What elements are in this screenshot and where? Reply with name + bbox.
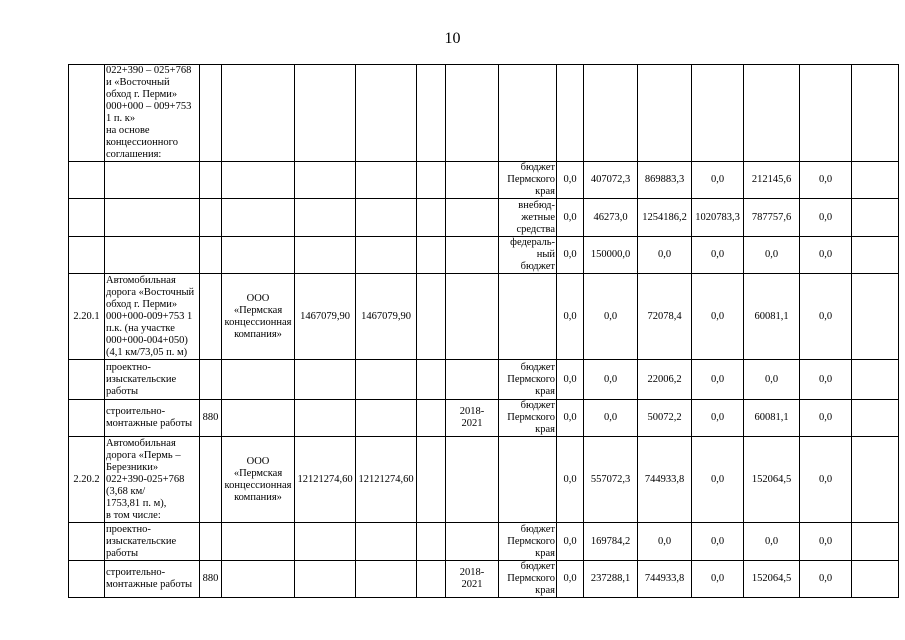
value-5-cell: 60081,1 (744, 274, 800, 360)
period-cell (446, 523, 499, 561)
value-3-cell: 1254186,2 (638, 199, 692, 237)
cost-remaining-cell: 1467079,90 (356, 274, 417, 360)
value-1-cell: 0,0 (557, 162, 584, 199)
number-cell (69, 400, 105, 437)
value-5-cell: 0,0 (744, 237, 800, 274)
blank-cell (417, 237, 446, 274)
code-cell (200, 437, 222, 523)
name-cell: 022+390 – 025+768 и «Восточный обход г. Перми» 000+000 – 009+753 1 п. к» на основе концессионного соглашения: (105, 65, 200, 162)
organization-cell (222, 65, 295, 162)
value-1-cell: 0,0 (557, 523, 584, 561)
period-cell (446, 237, 499, 274)
empty-cell (852, 199, 899, 237)
value-6-cell: 0,0 (800, 360, 852, 400)
table-row (69, 274, 899, 360)
blank-cell (417, 199, 446, 237)
name-cell: строительно- монтажные работы (105, 561, 200, 598)
number-cell: 2.20.2 (69, 437, 105, 523)
code-cell (200, 523, 222, 561)
value-1-cell: 0,0 (557, 561, 584, 598)
cost-total-cell (295, 360, 356, 400)
empty-cell (852, 360, 899, 400)
empty-cell (852, 274, 899, 360)
value-5-cell: 152064,5 (744, 561, 800, 598)
value-3-cell: 72078,4 (638, 274, 692, 360)
table-row (69, 523, 899, 561)
value-1-cell (557, 65, 584, 162)
code-cell (200, 162, 222, 199)
value-6-cell: 0,0 (800, 437, 852, 523)
empty-cell (852, 237, 899, 274)
blank-cell (417, 162, 446, 199)
period-cell (446, 437, 499, 523)
number-cell (69, 561, 105, 598)
blank-cell (417, 400, 446, 437)
value-4-cell: 0,0 (692, 274, 744, 360)
value-6-cell: 0,0 (800, 400, 852, 437)
data-table (68, 64, 899, 598)
value-2-cell: 0,0 (584, 360, 638, 400)
value-3-cell: 869883,3 (638, 162, 692, 199)
value-2-cell (584, 65, 638, 162)
name-cell: Автомобильная дорога «Восточный обход г. Перми» 000+000-009+753 1 п.к. (на участке 000+000-004+050) (4,1 км/73,05 п. м) (105, 274, 200, 360)
value-5-cell (744, 65, 800, 162)
value-3-cell: 50072,2 (638, 400, 692, 437)
name-cell (105, 237, 200, 274)
empty-cell (852, 437, 899, 523)
cost-remaining-cell (356, 237, 417, 274)
value-5-cell: 0,0 (744, 523, 800, 561)
value-4-cell: 0,0 (692, 360, 744, 400)
value-4-cell: 0,0 (692, 237, 744, 274)
value-1-cell: 0,0 (557, 400, 584, 437)
cost-total-cell (295, 561, 356, 598)
cost-total-cell: 1467079,90 (295, 274, 356, 360)
value-2-cell: 169784,2 (584, 523, 638, 561)
value-5-cell: 787757,6 (744, 199, 800, 237)
cost-total-cell (295, 237, 356, 274)
table-row (69, 65, 899, 162)
value-1-cell: 0,0 (557, 237, 584, 274)
value-6-cell: 0,0 (800, 162, 852, 199)
organization-cell (222, 162, 295, 199)
value-1-cell: 0,0 (557, 437, 584, 523)
organization-cell (222, 237, 295, 274)
blank-cell (417, 360, 446, 400)
name-cell (105, 162, 200, 199)
table-row (69, 561, 899, 598)
value-3-cell: 744933,8 (638, 437, 692, 523)
page-number: 10 (444, 30, 461, 47)
cost-remaining-cell (356, 400, 417, 437)
blank-cell (417, 65, 446, 162)
code-cell (200, 65, 222, 162)
empty-cell (852, 65, 899, 162)
organization-cell: ООО «Пермская концессионная компания» (222, 437, 295, 523)
value-3-cell: 0,0 (638, 523, 692, 561)
funding-source-cell (499, 437, 557, 523)
funding-source-cell: бюджет Пермского края (499, 162, 557, 199)
value-4-cell (692, 65, 744, 162)
empty-cell (852, 561, 899, 598)
funding-source-cell: бюджет Пермского края (499, 400, 557, 437)
value-3-cell (638, 65, 692, 162)
value-4-cell: 0,0 (692, 400, 744, 437)
cost-remaining-cell (356, 523, 417, 561)
value-6-cell (800, 65, 852, 162)
organization-cell (222, 523, 295, 561)
value-3-cell: 744933,8 (638, 561, 692, 598)
cost-remaining-cell (356, 65, 417, 162)
value-6-cell: 0,0 (800, 523, 852, 561)
empty-cell (852, 162, 899, 199)
cost-remaining-cell: 12121274,60 (356, 437, 417, 523)
cost-total-cell (295, 400, 356, 437)
blank-cell (417, 274, 446, 360)
value-4-cell: 0,0 (692, 523, 744, 561)
value-6-cell: 0,0 (800, 199, 852, 237)
code-cell (200, 237, 222, 274)
value-2-cell: 557072,3 (584, 437, 638, 523)
value-3-cell: 22006,2 (638, 360, 692, 400)
organization-cell (222, 561, 295, 598)
cost-remaining-cell (356, 360, 417, 400)
period-cell (446, 199, 499, 237)
value-6-cell: 0,0 (800, 274, 852, 360)
period-cell (446, 274, 499, 360)
blank-cell (417, 437, 446, 523)
value-2-cell: 237288,1 (584, 561, 638, 598)
code-cell (200, 360, 222, 400)
value-4-cell: 0,0 (692, 162, 744, 199)
value-3-cell: 0,0 (638, 237, 692, 274)
value-4-cell: 0,0 (692, 561, 744, 598)
blank-cell (417, 523, 446, 561)
value-5-cell: 152064,5 (744, 437, 800, 523)
table-row (69, 437, 899, 523)
cost-remaining-cell (356, 561, 417, 598)
value-1-cell: 0,0 (557, 199, 584, 237)
funding-source-cell: бюджет Пермского края (499, 360, 557, 400)
table-row (69, 400, 899, 437)
code-cell (200, 274, 222, 360)
value-5-cell: 212145,6 (744, 162, 800, 199)
funding-source-cell: бюджет Пермского края (499, 523, 557, 561)
code-cell (200, 199, 222, 237)
organization-cell (222, 199, 295, 237)
table-row (69, 162, 899, 199)
value-6-cell: 0,0 (800, 561, 852, 598)
number-cell (69, 360, 105, 400)
name-cell: проектно- изыскательские работы (105, 523, 200, 561)
value-5-cell: 0,0 (744, 360, 800, 400)
period-cell (446, 162, 499, 199)
funding-source-cell (499, 274, 557, 360)
period-cell: 2018- 2021 (446, 561, 499, 598)
number-cell (69, 162, 105, 199)
blank-cell (417, 561, 446, 598)
empty-cell (852, 523, 899, 561)
cost-total-cell: 12121274,60 (295, 437, 356, 523)
cost-total-cell (295, 199, 356, 237)
value-1-cell: 0,0 (557, 360, 584, 400)
cost-total-cell (295, 523, 356, 561)
value-2-cell: 0,0 (584, 400, 638, 437)
value-2-cell: 150000,0 (584, 237, 638, 274)
value-1-cell: 0,0 (557, 274, 584, 360)
funding-source-cell (499, 65, 557, 162)
value-2-cell: 407072,3 (584, 162, 638, 199)
table-row (69, 199, 899, 237)
name-cell: строительно- монтажные работы (105, 400, 200, 437)
value-5-cell: 60081,1 (744, 400, 800, 437)
value-2-cell: 0,0 (584, 274, 638, 360)
funding-source-cell: внебюд- жетные средства (499, 199, 557, 237)
value-2-cell: 46273,0 (584, 199, 638, 237)
value-6-cell: 0,0 (800, 237, 852, 274)
cost-remaining-cell (356, 199, 417, 237)
funding-source-cell: бюджет Пермского края (499, 561, 557, 598)
name-cell: проектно- изыскательские работы (105, 360, 200, 400)
code-cell: 880 (200, 561, 222, 598)
table-row (69, 237, 899, 274)
name-cell (105, 199, 200, 237)
number-cell (69, 65, 105, 162)
organization-cell (222, 360, 295, 400)
organization-cell: ООО «Пермская концессионная компания» (222, 274, 295, 360)
period-cell (446, 65, 499, 162)
cost-total-cell (295, 162, 356, 199)
number-cell: 2.20.1 (69, 274, 105, 360)
cost-total-cell (295, 65, 356, 162)
number-cell (69, 237, 105, 274)
cost-remaining-cell (356, 162, 417, 199)
number-cell (69, 523, 105, 561)
value-4-cell: 1020783,3 (692, 199, 744, 237)
period-cell (446, 360, 499, 400)
period-cell: 2018- 2021 (446, 400, 499, 437)
table-row (69, 360, 899, 400)
funding-source-cell: федераль- ный бюджет (499, 237, 557, 274)
value-4-cell: 0,0 (692, 437, 744, 523)
organization-cell (222, 400, 295, 437)
code-cell: 880 (200, 400, 222, 437)
empty-cell (852, 400, 899, 437)
name-cell: Автомобильная дорога «Пермь – Березники» 022+390-025+768 (3,68 км/ 1753,81 п. м), в том числе: (105, 437, 200, 523)
number-cell (69, 199, 105, 237)
